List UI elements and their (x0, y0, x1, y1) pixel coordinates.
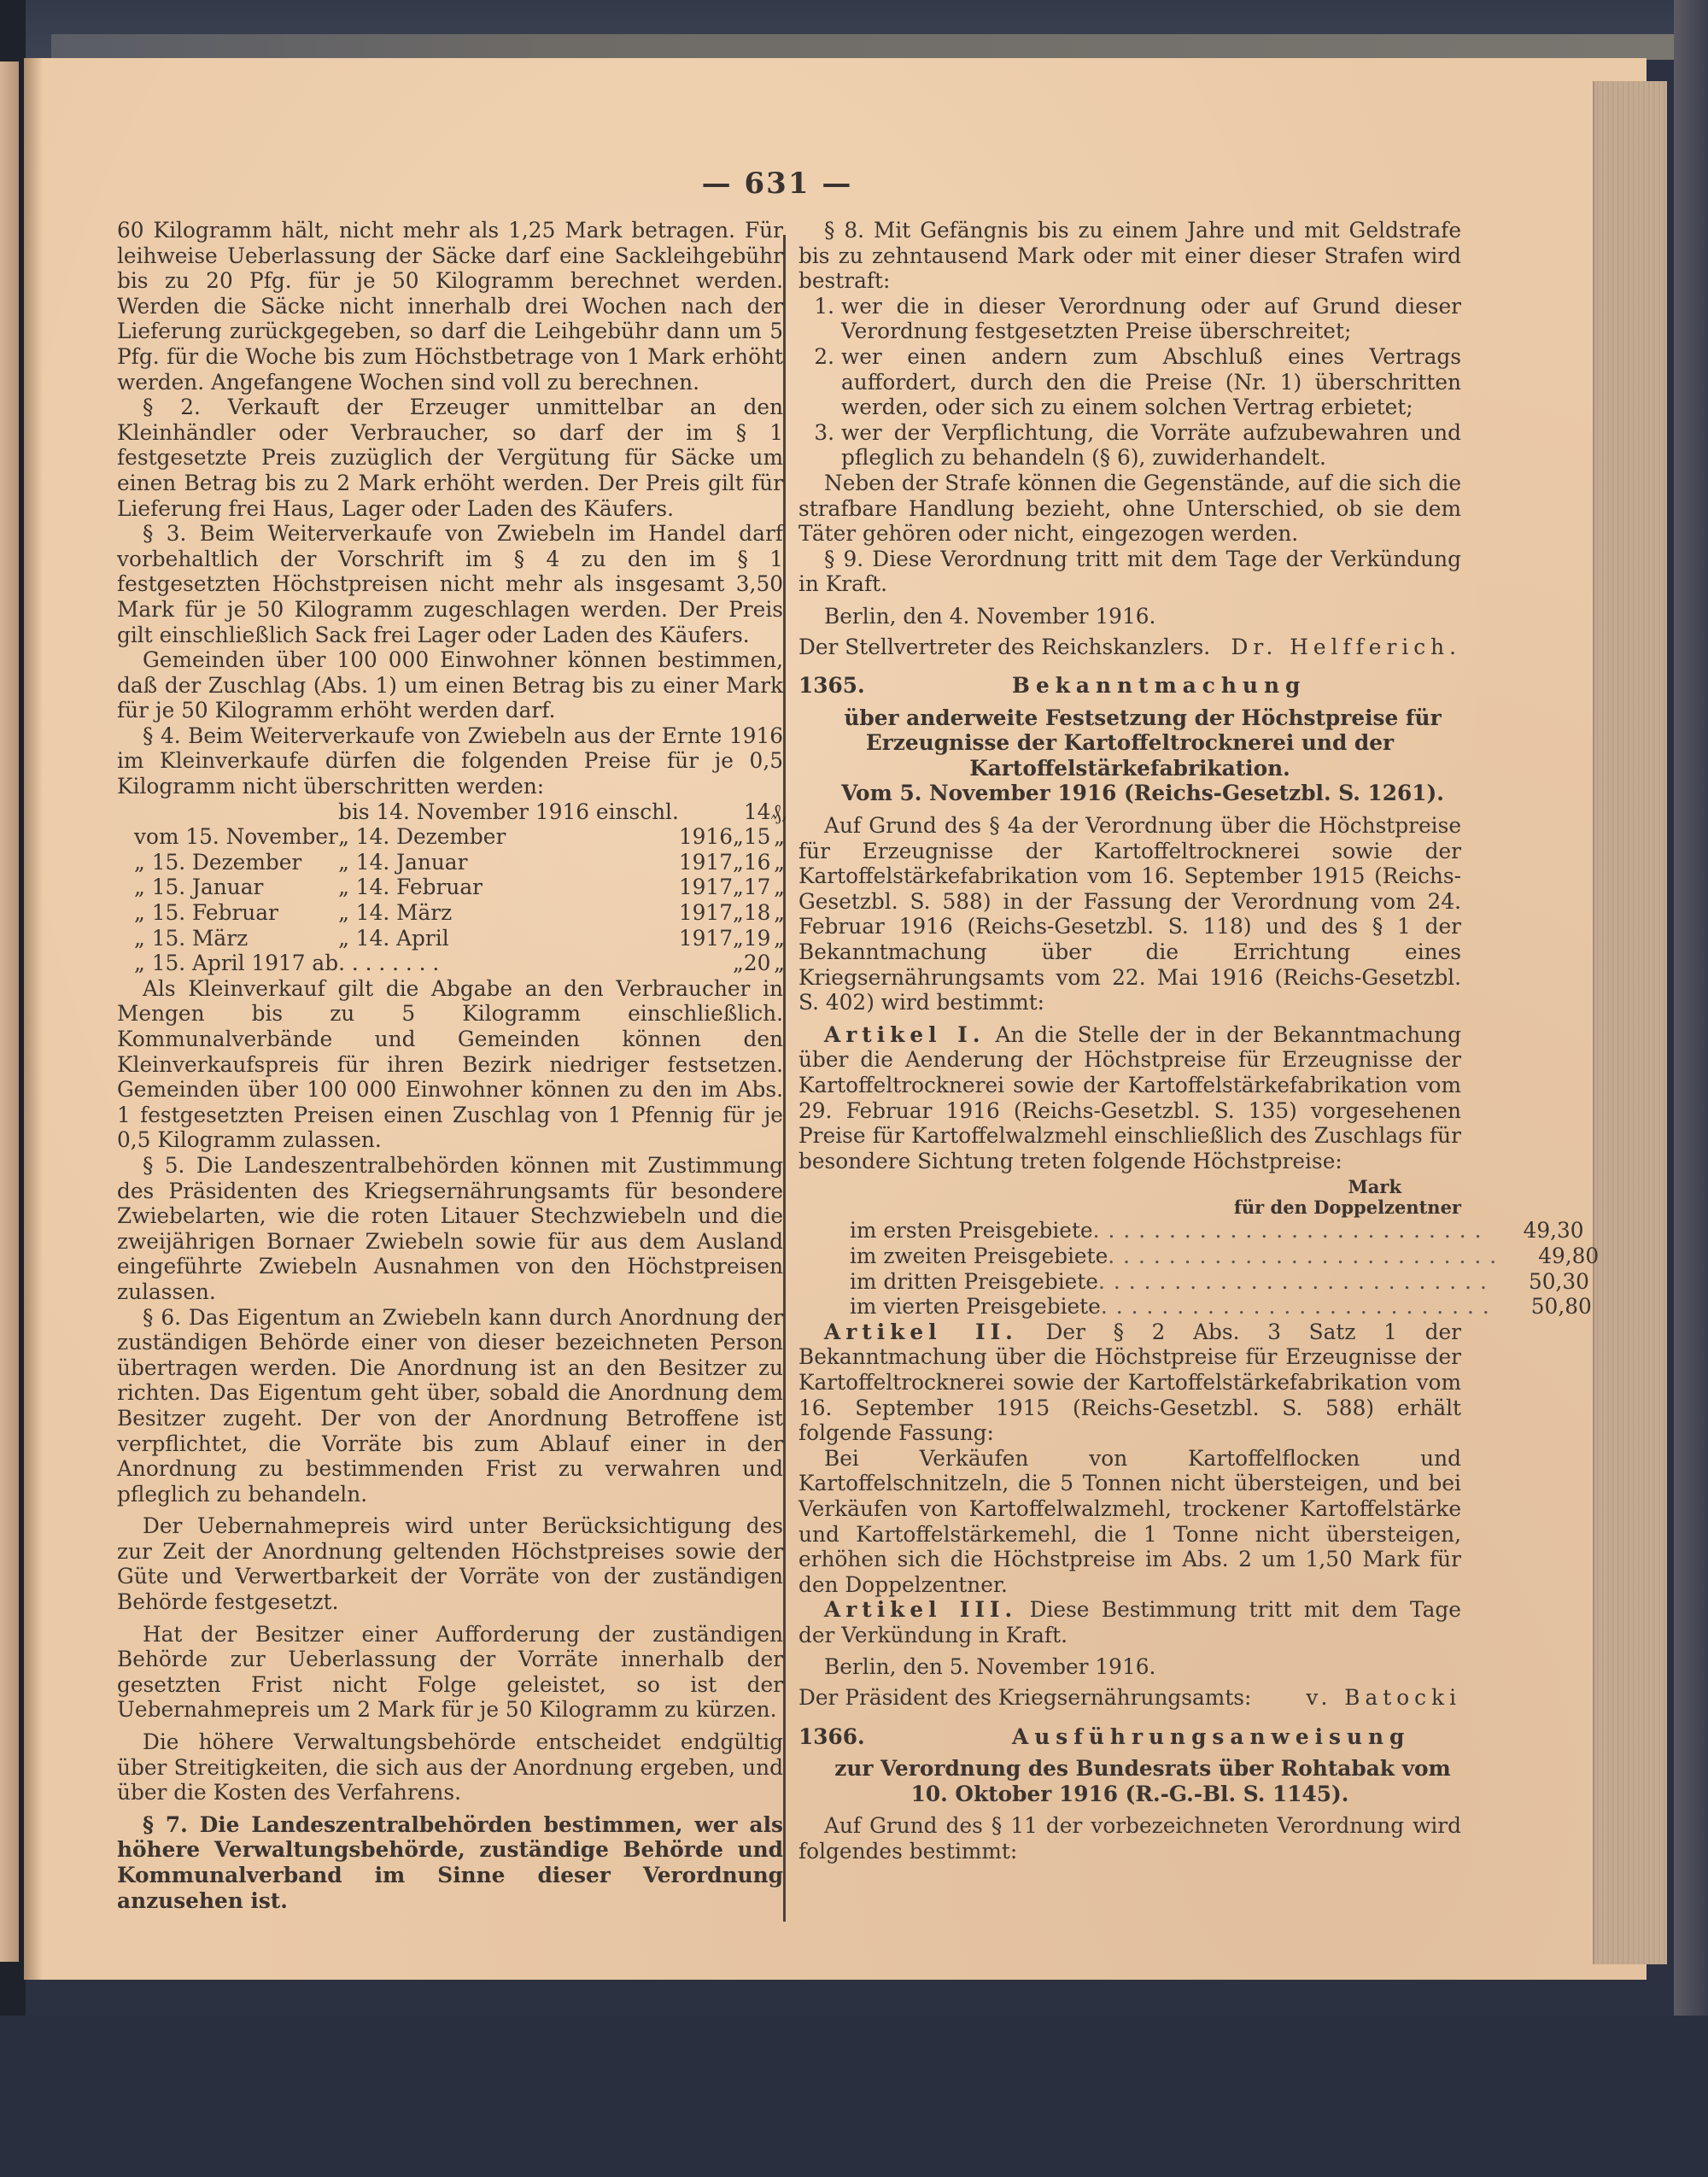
signature-2-role: Der Präsident des Kriegsernährungsamts: (798, 1685, 1252, 1711)
price-cell-year: 1917 (678, 900, 733, 926)
section-1366-title: Ausführungsanweisung (1012, 1723, 1411, 1749)
article-2-text: Der § 2 Abs. 3 Satz 1 der Bekanntmachung über die Höchstpreise für Erzeugnisse der Kartoffeltrocknerei sowie der Kartoffelstärkefabrikation vom 16. September 1915 (Reichs-Gesetzbl. S. 588) erhält folgende Fassung: (798, 1319, 1461, 1446)
price-table-row (117, 951, 788, 976)
price-cell-from: „ 15. März (134, 925, 249, 951)
price-cell-year: 1917 (678, 925, 733, 951)
section-1366-subtitle: zur Verordnung des Bundesrats über Rohtabak vom 10. Oktober 1916 (R.-G.-Bl. S. 1145). (834, 1756, 1451, 1806)
book-cover-band (51, 34, 1708, 60)
leader-dots: .......................... (1108, 1243, 1506, 1268)
price-cell-value: 19 (743, 925, 771, 951)
list-item (798, 420, 1461, 471)
price-cell-value: 20 (743, 951, 771, 976)
price-cell-value: 15 (743, 824, 771, 850)
price-cell-to: „ 14. Dezember (338, 824, 506, 850)
price-cell-value: 18 (743, 900, 771, 926)
price-cell-unit: „ (774, 925, 785, 951)
price-column-header (798, 1177, 1461, 1218)
left-column (117, 218, 788, 1913)
list-item-text: wer die in dieser Verordnung oder auf Grund dieser Verordnung festgesetzten Preise überschreitet; (841, 293, 1461, 344)
section-1365-article-1 (798, 1022, 1461, 1174)
price-header-per: für den Doppelzentner (1233, 1197, 1461, 1219)
section-1365-article-2 (798, 1320, 1461, 1446)
price-cell-year (679, 799, 733, 825)
paragraph-section-6-c: Hat der Besitzer einer Aufforderung der zuständigen Behörde zur Ueberlassung der Vorräte innerhalb der gesetzten Frist nicht Folge geleistet, so ist der Uebernahmepreis um 2 Mark für je 50 Kilogramm zu kürzen. (117, 1621, 783, 1723)
signature-1-name: Dr. Helfferich. (1231, 634, 1461, 659)
price-table-row (117, 900, 788, 926)
price-cell-to: „ 14. Januar (338, 849, 468, 875)
price-row (798, 1294, 1592, 1320)
section-1365-article-3 (798, 1597, 1461, 1647)
article-1-text: An die Stelle der in der Bekanntmachung über die Aenderung der Höchstpreise für Erzeugnisse der Kartoffeltrocknerei sowie der Kartoffelstärkefabrikation vom 29. Februar 1916 (Reichs-Gesetzbl. S. 135) vorgesehenen Preise für Kartoffelwalzmehl einschließlich des Zuschlags für besondere Sichtung treten folgende Höchstpreise: (798, 1021, 1462, 1173)
price-region-label: im dritten Preisgebiete (850, 1268, 1098, 1294)
price-cell-unit: ₰, (770, 799, 788, 824)
article-2-label: Artikel II. (824, 1319, 1018, 1344)
paragraph-intro: 60 Kilogramm hält, nicht mehr als 1,25 Mark betragen. Für leihweise Ueberlassung der Säcke darf eine Sackleihgebühr bis zu 20 Pfg. für je 50 Kilogramm berechnet werden. Werden die Säcke nicht innerhalb drei Wochen nach der Lieferung zurückgegeben, so darf die Leihgebühr dann um 5 Pfg. für die Woche bis zum Höchstbetrage von 1 Mark erhöht werden. Angefangene Wochen sind voll zu berechnen. (117, 218, 783, 395)
price-table-row (117, 824, 788, 850)
article-2-quote: Bei Verkäufen von Kartoffelflocken und Kartoffelschnitzeln, die 5 Tonnen nicht übersteigen, und bei Verkäufen von Kartoffelwalzmehl, trockener Kartoffelstärke und Kartoffelstärkemehl, die 1 Tonne nicht übersteigen, erhöhen sich die Höchstpreise im Abs. 2 um 1,50 Mark für den Doppelzentner. (798, 1445, 1461, 1597)
paragraph-section-8-b: Neben der Strafe können die Gegenstände, auf die sich die strafbare Handlung bezieht, ohne Unterschied, ob sie dem Täter gehören oder nicht, eingezogen werden. (798, 470, 1461, 547)
price-header-unit: Mark (1348, 1176, 1401, 1198)
price-cell-q (733, 799, 744, 825)
article-3-text: Diese Bestimmung tritt mit dem Tage der Verkündung in Kraft. (798, 1597, 1461, 1647)
section-1365-dateline: Vom 5. November 1916 (Reichs-Gesetzbl. S. 1261). (841, 781, 1444, 806)
article-3-label: Artikel III. (824, 1597, 1018, 1623)
section-1366-number: 1366. (798, 1723, 865, 1749)
price-cell-to: „ 14. April (338, 925, 449, 951)
paragraph-section-9: § 9. Diese Verordnung tritt mit dem Tage der Verkündung in Kraft. (798, 546, 1461, 597)
dateline-1: Berlin, den 4. November 1916. (824, 603, 1156, 629)
price-table-row (117, 875, 788, 900)
section-1365-title: Bekanntmachung (1012, 673, 1307, 699)
price-value: 49,80 (1538, 1243, 1600, 1268)
price-cell-year: 1916 (678, 824, 733, 850)
book-cover-right (1674, 0, 1708, 2177)
price-cell-from (117, 799, 338, 825)
list-item (798, 344, 1461, 420)
paragraph-section-6: § 6. Das Eigentum an Zwiebeln kann durch Anordnung der zuständigen Behörde einer von dieser bezeichneten Person übertragen werden. Die Anordnung ist an den Besitzer zu richten. Das Eigentum geht über, sobald die Anordnung dem Besitzer zugeht. Der von der Anordnung Betroffene ist verpflichtet, die Vorräte bis zum Ablauf einer in der Anordnung zu bestimmenden Frist zu verwahren und pfleglich zu behandeln. (117, 1304, 783, 1507)
price-cell-unit: „ (774, 849, 785, 875)
paragraph-section-2: § 2. Verkauft der Erzeuger unmittelbar an den Kleinhändler oder Verbraucher, so darf der im § 1 festgesetzte Preis zuzüglich der Vergütung für Säcke um einen Betrag bis zu 2 Mark erhöht werden. Der Preis gilt für Lieferung frei Haus, Lager oder Laden des Käufers. (117, 395, 783, 521)
paragraph-section-3: § 3. Beim Weiterverkaufe von Zwiebeln im Handel darf vorbehaltlich der Vorschrift im § 4 zu den im § 1 festgesetzten Höchstpreisen nicht mehr als insgesamt 3,50 Mark für je 50 Kilogramm zugeschlagen werden. Der Preis gilt einschließlich Sack frei Lager oder Laden des Käufers. (117, 521, 783, 647)
signature-1 (798, 635, 1461, 660)
list-item-number: 1. (814, 293, 834, 319)
price-cell-from: „ 15. Januar (134, 875, 264, 900)
price-cell-value: 17 (743, 875, 771, 900)
price-cell-from: „ 15. Dezember (134, 849, 302, 875)
book-cover-bottom (0, 2016, 1708, 2177)
previous-page-edge (0, 61, 19, 1962)
price-cell-year: 1917 (678, 875, 733, 900)
paragraph-section-6-d: Die höhere Verwaltungsbehörde entscheidet endgültig über Streitigkeiten, die sich aus der Anordnung ergeben, und über die Kosten des Verfahrens. (117, 1729, 783, 1805)
paragraph-section-5: § 5. Die Landeszentralbehörden können mit Zustimmung des Präsidenten des Kriegsernährungsamts für besondere Zwiebelarten, wie die roten Litauer Stechzwiebeln und die zweijährigen Bornaer Zwiebeln sowie für aus dem Ausland eingeführte Zwiebeln Ausnahmen von den Höchstpreisen zulassen. (117, 1152, 783, 1304)
price-value: 50,30 (1528, 1268, 1589, 1294)
leader-dots: .......................... (1097, 1268, 1495, 1294)
price-cell-to: „ 14. Februar (338, 875, 483, 900)
price-table-row (117, 850, 788, 875)
section-1366-heading (798, 1724, 1461, 1750)
price-cell-q: „ (732, 925, 744, 951)
price-table-row (117, 926, 788, 951)
price-cell-unit: „ (774, 875, 785, 900)
paragraph-section-4-b: Als Kleinverkauf gilt die Abgabe an den Verbraucher in Mengen bis zu 5 Kilogramm einschließlich. Kommunalverbände und Gemeinden können den Kleinverkaufspreis für ihren Bezirk niedriger festsetzen. Gemeinden über 100 000 Einwohner können zu den im Abs. 1 festgesetzten Preisen einen Zuschlag von 1 Pfennig für je 0,5 Kilogramm zulassen. (117, 975, 783, 1153)
price-region-label: im zweiten Preisgebiete (850, 1243, 1108, 1268)
price-cell-q: „ (732, 875, 744, 900)
price-cell-q: „ (732, 951, 744, 976)
price-region-label: im vierten Preisgebiete (850, 1294, 1101, 1320)
penalty-list (798, 294, 1461, 471)
section-1365-heading (798, 673, 1461, 699)
signature-2 (798, 1685, 1461, 1711)
price-cell-year (679, 951, 733, 976)
price-cell-from: „ 15. Februar (134, 900, 278, 926)
price-value: 49,30 (1523, 1218, 1584, 1244)
list-item-text: wer einen andern zum Abschluß eines Vertrags auffordert, durch den die Preise (Nr. 1) überschritten werden, oder sich zu einem solchen Vertrag erbietet; (841, 343, 1461, 420)
price-row (798, 1243, 1600, 1269)
column-divider (783, 235, 786, 1922)
price-value: 50,80 (1530, 1294, 1592, 1320)
list-item (798, 294, 1461, 344)
price-cell-unit: „ (774, 900, 785, 926)
price-row (798, 1268, 1589, 1295)
list-item-number: 3. (814, 419, 834, 445)
price-row (798, 1218, 1584, 1244)
dateline-2: Berlin, den 5. November 1916. (824, 1654, 1156, 1680)
price-cell-unit: „ (774, 951, 785, 976)
price-region-label: im ersten Preisgebiete (850, 1218, 1093, 1244)
price-cell-to: . . . . . . . . (338, 951, 440, 976)
list-item-number: 2. (814, 343, 834, 369)
page-block-fore-edge (1593, 81, 1667, 1964)
right-column (798, 218, 1600, 1864)
potato-flour-price-list (798, 1218, 1600, 1320)
price-cell-q: „ (732, 824, 744, 850)
price-cell-from: vom 15. November (134, 824, 338, 850)
article-1-label: Artikel I. (824, 1021, 986, 1047)
price-cell-from: „ 15. April 1917 ab (134, 951, 339, 976)
paragraph-section-3-b: Gemeinden über 100 000 Einwohner können bestimmen, daß der Zuschlag (Abs. 1) um einen Betrag bis zu einer Mark für je 50 Kilogramm erhöht werden darf. (117, 647, 783, 723)
price-cell-q: „ (732, 849, 744, 875)
paragraph-section-8: § 8. Mit Gefängnis bis zu einem Jahre und mit Geldstrafe bis zu zehntausend Mark oder mit einer dieser Strafen wird bestraft: (798, 218, 1461, 294)
section-1365-subtitle: über anderweite Festsetzung der Höchstpreise für Erzeugnisse der Kartoffeltrocknerei und der Kartoffelstärkefabrikation. (844, 705, 1442, 781)
signature-1-role: Der Stellvertreter des Reichskanzlers. (798, 634, 1211, 659)
price-cell-value: 14 (743, 799, 771, 824)
page-number: — 631 — (701, 167, 853, 201)
section-1366-intro: Auf Grund des § 11 der vorbezeichneten Verordnung wird folgendes bestimmt: (798, 1813, 1461, 1864)
section-1365-intro: Auf Grund des § 4a der Verordnung über die Höchstpreise für Erzeugnisse der Kartoffeltrocknerei sowie der Kartoffelstärkefabrikation vom 16. September 1915 (Reichs-Gesetzbl. S. 588) in der Fassung der Verordnung vom 24. Februar 1916 (Reichs-Gesetzbl. S. 118) und des § 1 der Bekanntmachung über die Errichtung eines Kriegsernährungsamts vom 22. Mai 1916 (Reichs-Gesetzbl. S. 402) wird bestimmt: (798, 813, 1461, 1015)
paragraph-section-4: § 4. Beim Weiterverkaufe von Zwiebeln aus der Ernte 1916 im Kleinverkaufe dürfen die folgenden Preise für je 0,5 Kilogramm nicht überschritten werden: (117, 723, 783, 799)
list-item-text: wer der Verpflichtung, die Vorräte aufzubewahren und pfleglich zu behandeln (§ 6), zuwiderhandelt. (841, 419, 1461, 471)
price-cell-value: 16 (743, 849, 771, 875)
leader-dots: .......................... (1092, 1218, 1490, 1244)
signature-2-name: v. Batocki (1306, 1685, 1461, 1711)
paragraph-section-7: § 7. Die Landeszentralbehörden bestimmen, wer als höhere Verwaltungsbehörde, zuständige Behörde und Kommunalverband im Sinne dieser Verordnung anzusehen ist. (117, 1811, 783, 1913)
paragraph-section-6-b: Der Uebernahmepreis wird unter Berücksichtigung des zur Zeit der Anordnung geltenden Höchstpreises sowie der Güte und Verwertbarkeit der Vorräte von der zuständigen Behörde festgesetzt. (117, 1513, 783, 1615)
section-1365-number: 1365. (798, 673, 865, 699)
price-cell-to: „ 14. März (338, 900, 453, 926)
price-cell-unit: „ (774, 824, 785, 850)
leader-dots: .......................... (1100, 1294, 1498, 1320)
price-table-row (117, 799, 788, 825)
price-cell-to: bis 14. November 1916 einschl. (338, 799, 679, 824)
price-cell-year: 1917 (678, 849, 733, 875)
gutter-shadow (24, 58, 43, 1980)
onion-price-table (117, 799, 788, 976)
price-cell-q: „ (732, 900, 744, 926)
